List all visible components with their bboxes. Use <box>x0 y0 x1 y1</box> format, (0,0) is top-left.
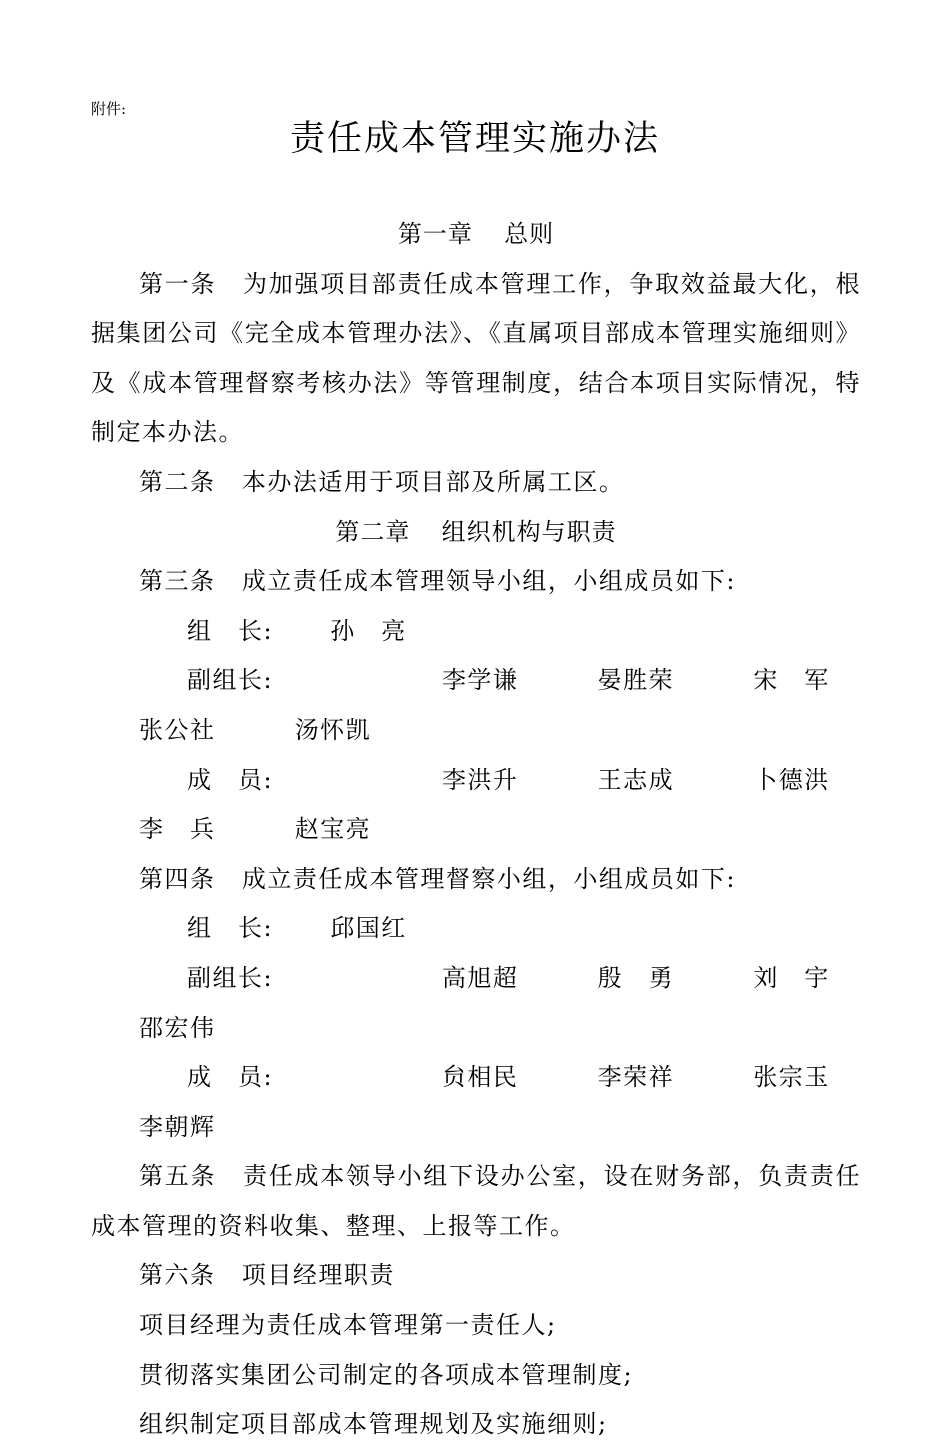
article-text: 责任成本领导小组下设办公室，设在财务部，负责责任成本管理的资料收集、整理、上报等工作。 <box>91 1162 862 1240</box>
leader-line <box>91 904 861 954</box>
member-name: 刘 宇 <box>753 963 830 992</box>
member-name: 张公社 <box>139 715 216 744</box>
article-paragraph <box>91 260 861 458</box>
leader-line <box>91 607 861 657</box>
member-name: 卜德洪 <box>753 765 830 794</box>
member-name: 王志成 <box>597 765 675 794</box>
role-label: 成 员: <box>187 765 274 794</box>
member-name: 李洪升 <box>441 765 519 794</box>
member-name: 汤怀凯 <box>294 715 372 744</box>
role-label: 组 长: <box>187 914 274 943</box>
chapter-heading <box>91 508 861 558</box>
attachment-label: 附件: <box>91 100 127 118</box>
role-label: 成 员: <box>187 1063 274 1092</box>
role-label: 副组长: <box>187 963 274 992</box>
member-name: 李学谦 <box>441 666 519 695</box>
member-name: 孙 亮 <box>330 616 407 645</box>
article-number: 第一条 <box>139 269 217 298</box>
article-text: 成立责任成本管理督察小组，小组成员如下: <box>241 864 736 893</box>
article-number: 第四条 <box>139 864 216 893</box>
member-name: 邵宏伟 <box>139 1013 216 1042</box>
chapter-number: 第一章 <box>397 220 473 248</box>
member-name: 宋 军 <box>753 666 830 695</box>
member-name: 贠相民 <box>441 1063 519 1092</box>
members-line <box>91 756 861 855</box>
article-paragraph <box>91 1152 861 1251</box>
members-line <box>91 1053 861 1152</box>
chapter-name: 总则 <box>504 220 555 248</box>
deputy-line <box>91 656 861 755</box>
member-name: 邱国红 <box>330 914 407 943</box>
article-paragraph <box>91 1251 861 1301</box>
member-name: 李朝辉 <box>139 1112 216 1141</box>
duty-item: 项目经理为责任成本管理第一责任人; <box>139 1311 557 1340</box>
chapter-heading <box>91 210 861 260</box>
article-text: 项目经理职责 <box>241 1261 395 1290</box>
member-name: 李 兵 <box>139 815 216 844</box>
article-text: 为加强项目部责任成本管理工作，争取效益最大化，根据集团公司《完全成本管理办法》、《直属项目部成本管理实施细则》及《成本管理督察考核办法》等管理制度，结合本项目实际情况，特制定本办法。 <box>91 269 862 447</box>
member-name: 赵宝亮 <box>294 815 372 844</box>
role-label: 副组长: <box>187 666 274 695</box>
member-name: 晏胜荣 <box>597 666 675 695</box>
article-paragraph <box>91 855 861 905</box>
member-name: 殷 勇 <box>597 963 675 992</box>
article-paragraph <box>91 458 861 508</box>
member-name: 张宗玉 <box>753 1063 830 1092</box>
document-body <box>91 210 861 1450</box>
duty-item: 贯彻落实集团公司制定的各项成本管理制度; <box>139 1360 634 1389</box>
role-label: 组 长: <box>187 616 274 645</box>
duty-item: 组织制定项目部成本管理规划及实施细则; <box>139 1410 608 1439</box>
article-text: 成立责任成本管理领导小组，小组成员如下: <box>241 567 736 596</box>
article-text: 本办法适用于项目部及所属工区。 <box>241 467 625 496</box>
article-number: 第五条 <box>139 1162 217 1191</box>
article-paragraph <box>91 557 861 607</box>
chapter-number: 第二章 <box>335 517 411 546</box>
document-title: 责任成本管理实施办法 <box>289 119 660 159</box>
article-number: 第二条 <box>139 467 216 496</box>
member-name: 李荣祥 <box>597 1063 675 1092</box>
article-number: 第六条 <box>139 1261 216 1290</box>
article-number: 第三条 <box>139 567 216 596</box>
member-name: 高旭超 <box>441 963 519 992</box>
deputy-line <box>91 954 861 1053</box>
chapter-name: 组织机构与职责 <box>441 517 617 546</box>
